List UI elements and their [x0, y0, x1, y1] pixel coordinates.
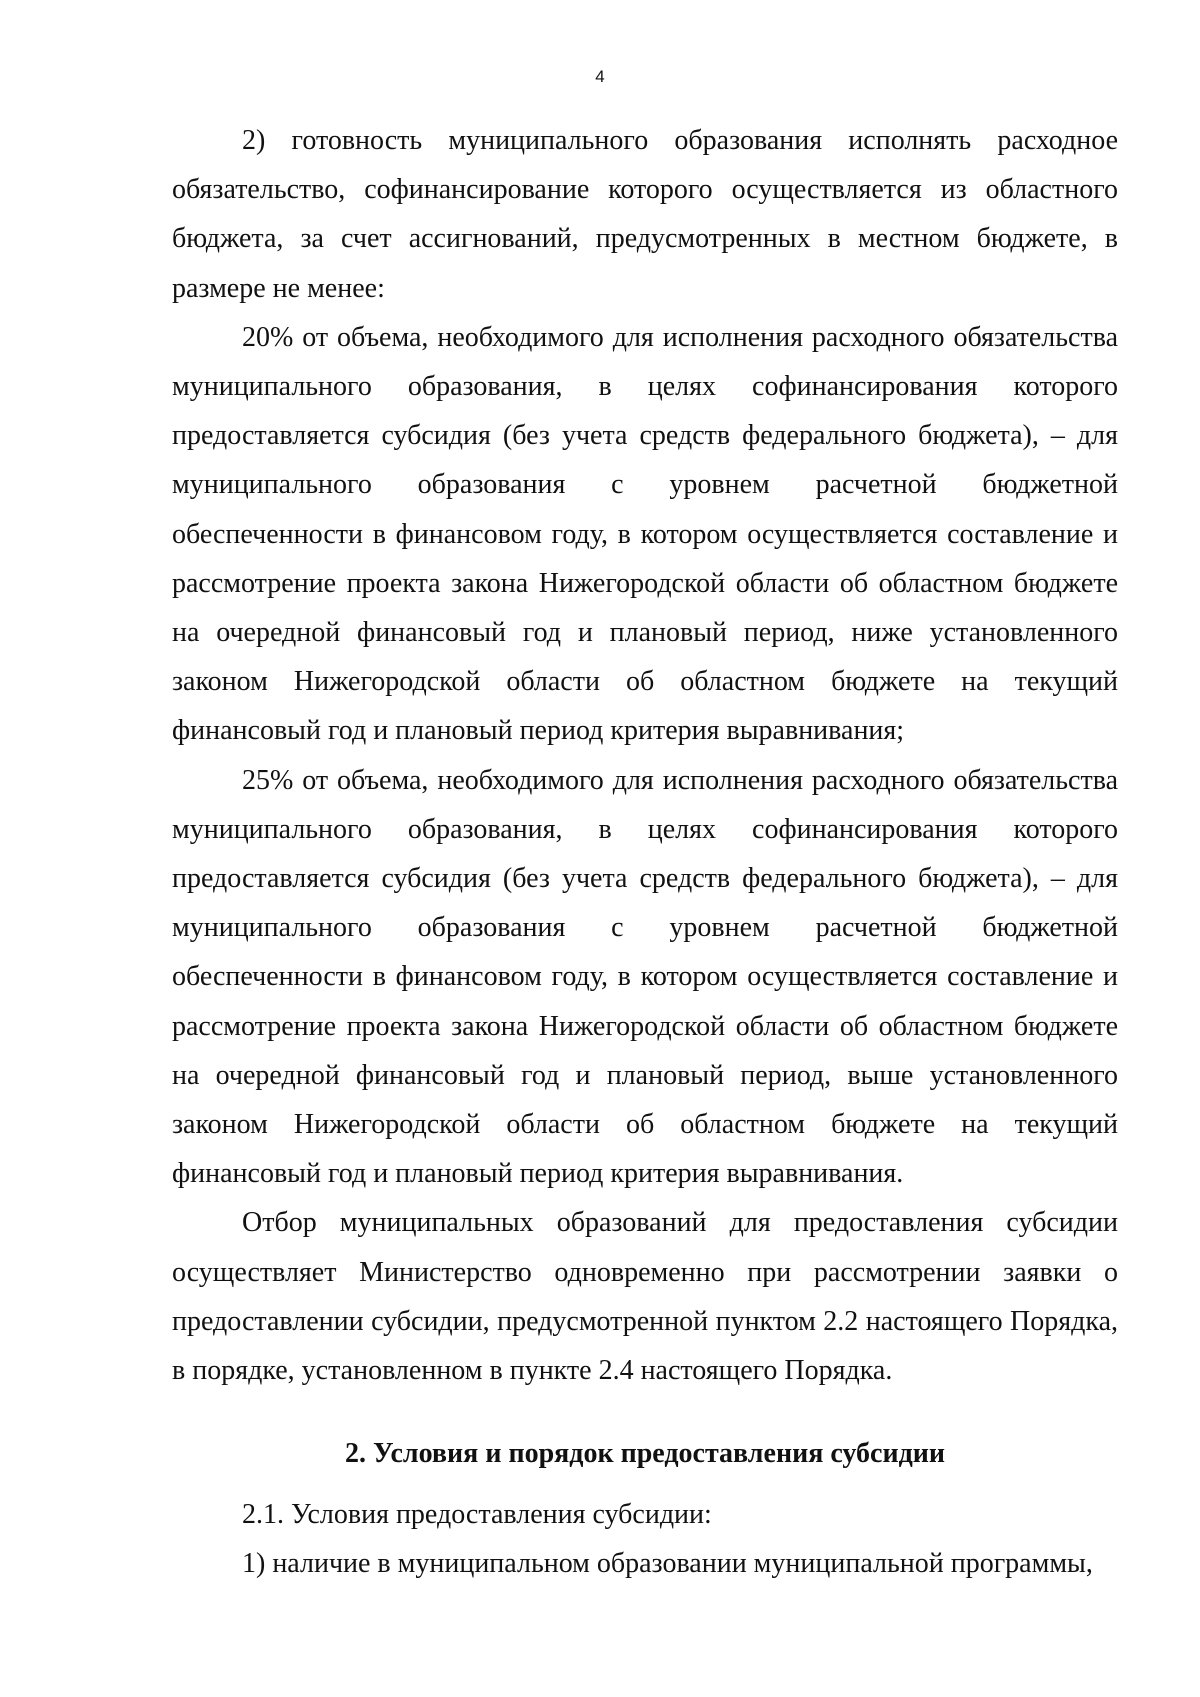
document-body [172, 116, 1118, 1589]
paragraph-readiness: 2) готовность муниципального образования исполнять расходное обязательство, софинансирование которого осуществляется из областного бюджета, за счет ассигнований, предусмотренных в местном бюджете, в размере не менее: [172, 125, 1118, 304]
paragraph-condition-1: 1) наличие в муниципальном образовании муниципальной программы, [242, 1548, 1093, 1580]
paragraph-25-percent: 25% от объема, необходимого для исполнения расходного обязательства муниципального образования, в целях софинансирования которого предоставляется субсидия (без учета средств федерального бюджета), – для муниципального образования с уровнем расчетной бюджетной обеспеченности в финансовом году, в котором осуществляется составление и рассмотрение проекта закона Нижегородской области об областном бюджете на очередной финансовый год и плановый период, выше установленного законом Нижегородской области об областном бюджете на текущий финансовый год и плановый период критерия выравнивания. [172, 764, 1118, 1190]
paragraph-conditions-heading: 2.1. Условия предоставления субсидии: [242, 1499, 712, 1531]
paragraph-20-percent: 20% от объема, необходимого для исполнения расходного обязательства муниципального образования, в целях софинансирования которого предоставляется субсидия (без учета средств федерального бюджета), – для муниципального образования с уровнем расчетной бюджетной обеспеченности в финансовом году, в котором осуществляется составление и рассмотрение проекта закона Нижегородской области об областном бюджете на очередной финансовый год и плановый период, ниже установленного законом Нижегородской области об областном бюджете на текущий финансовый год и плановый период критерия выравнивания; [172, 321, 1118, 747]
section-title: 2. Условия и порядок предоставления субсидии [344, 1438, 946, 1470]
page-number: 4 [595, 67, 605, 86]
paragraph-selection: Отбор муниципальных образований для предоставления субсидии осуществляет Министерство одновременно при рассмотрении заявки о предоставлении субсидии, предусмотренной пунктом 2.2 настоящего Порядка, в порядке, установленном в пункте 2.4 настоящего Порядка. [172, 1207, 1118, 1387]
